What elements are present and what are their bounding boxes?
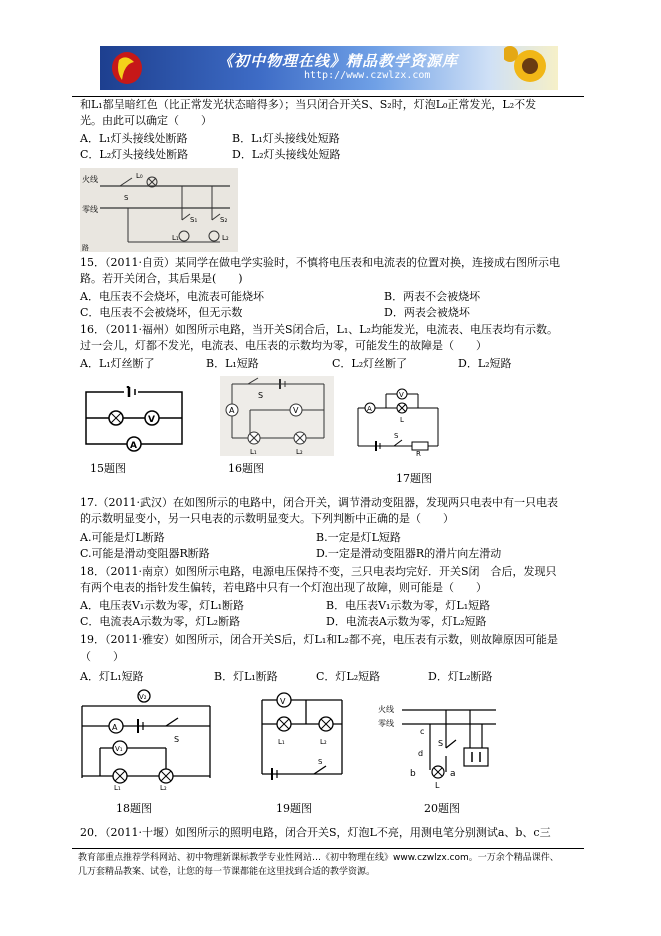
q16-option-b: B．L₁短路	[206, 357, 259, 370]
q16-text-line1: 16．（2011·福州）如图所示电路，当开关S闭合后，L₁、L₂均能发光，电流表、电压表均有示数。	[80, 323, 558, 336]
fig15-caption: 15题图	[90, 462, 126, 475]
svg-text:A: A	[229, 406, 235, 415]
q18-circuit-diagram	[76, 688, 216, 790]
q19-option-c: C．灯L₂短路	[316, 670, 381, 683]
fig17-caption: 17题图	[396, 472, 432, 485]
q14-option-c: C．L₂灯头接线处断路	[80, 148, 189, 161]
svg-text:L₁: L₁	[114, 784, 121, 790]
q15-option-a: A．电压表不会烧坏，电流表可能烧坏	[80, 290, 264, 303]
q16-figure	[220, 376, 334, 456]
svg-text:S₂: S₂	[220, 216, 228, 224]
svg-text:L₂: L₂	[296, 448, 303, 456]
header-banner	[100, 46, 558, 90]
fig16-caption: 16题图	[228, 462, 264, 475]
svg-text:L: L	[400, 416, 404, 424]
q17-text-line2: 的示数明显变小，另一只电表的示数明显变大。下列判断中正确的是（ ）	[80, 512, 454, 525]
q16-option-a: A．L₁灯丝断了	[80, 357, 155, 370]
svg-text:路: 路	[82, 244, 89, 252]
svg-text:a: a	[450, 769, 456, 779]
q17-option-c: C.可能是滑动变阻器R断路	[80, 547, 210, 560]
fig18-caption: 18题图	[116, 802, 152, 815]
footer-rule	[72, 848, 584, 849]
footer-line2: 几万套精品教案、试卷，让您的每一节课都能在这里找到合适的教学资源。	[78, 867, 376, 877]
q19-option-a: A．灯L₁短路	[80, 670, 144, 683]
q17-circuit-diagram	[354, 384, 444, 456]
svg-text:d: d	[418, 749, 424, 758]
svg-text:火线: 火线	[378, 705, 394, 714]
sunflower-icon	[504, 46, 552, 90]
svg-text:L₂: L₂	[160, 784, 167, 790]
svg-text:A: A	[130, 441, 137, 451]
q16-text-line2: 过一会儿，灯都不发光，电流表、电压表的示数均为零，可能发生的故障是（ ）	[80, 339, 487, 352]
header-rule	[72, 96, 584, 97]
q18-text-line2: 有两个电表的指针发生偏转，若电路中只有一个灯泡出现了故障，则可能是（ ）	[80, 581, 487, 594]
q19-circuit-diagram	[258, 688, 350, 784]
svg-text:L₀: L₀	[136, 172, 143, 180]
q15-option-c: C．电压表不会被烧坏，但无示数	[80, 306, 243, 319]
svg-text:A: A	[112, 723, 118, 732]
q19-text-line2: （ ）	[80, 650, 124, 663]
svg-text:V: V	[280, 697, 286, 706]
q14-option-d: D．L₂灯头接线处短路	[232, 148, 341, 161]
q14-text-line2: 光。由此可以确定（ ）	[80, 114, 212, 127]
header-url: http://www.czwlzx.com	[304, 70, 431, 81]
svg-text:L₁: L₁	[172, 234, 179, 242]
svg-text:V₁: V₁	[115, 745, 123, 753]
fig19-caption: 19题图	[276, 802, 312, 815]
q19-option-d: D．灯L₂断路	[428, 670, 493, 683]
q15-text-line1: 15．（2011·自贡）某同学在做电学实验时，不慎将电压表和电流表的位置对换，连接成右图所示电	[80, 256, 560, 269]
svg-text:A: A	[367, 405, 372, 413]
fig20-caption: 20题图	[424, 802, 460, 815]
q18-option-d: D．电流表A示数为零，灯L₂短路	[326, 615, 487, 628]
svg-text:c: c	[420, 727, 425, 736]
svg-text:L: L	[435, 781, 440, 790]
q17-text-line1: 17.（2011·武汉）在如图所示的电路中，闭合开关，调节滑动变阻器，发现两只电表中有一只电表	[80, 496, 558, 509]
svg-text:S: S	[258, 391, 264, 400]
q14-text-line1: 和L₁都呈暗红色（比正常发光状态暗得多）；当只闭合开关S、S₂时，灯泡L₀正常发光，L₂不发	[80, 98, 537, 111]
svg-text:b: b	[410, 769, 416, 779]
svg-text:R: R	[416, 450, 421, 456]
q16-option-c: C．L₂灯丝断了	[332, 357, 408, 370]
q20-text-line1: 20．（2011·十堰）如图所示的照明电路，闭合开关S，灯泡L不亮，用测电笔分别测试a、b、c三	[80, 826, 551, 839]
svg-text:零线: 零线	[82, 205, 98, 214]
svg-text:S: S	[394, 432, 399, 440]
q16-option-d: D．L₂短路	[458, 357, 512, 370]
svg-text:S: S	[124, 194, 129, 202]
q18-option-b: B．电压表V₁示数为零，灯L₁短路	[326, 599, 491, 612]
header-title: 《初中物理在线》精品教学资源库	[218, 52, 459, 70]
q15-option-d: D．两表会被烧坏	[384, 306, 470, 319]
svg-text:V: V	[148, 415, 155, 425]
svg-text:L₁: L₁	[250, 448, 257, 456]
svg-text:零线: 零线	[378, 719, 394, 728]
q14-figure	[80, 168, 238, 252]
svg-text:L₂: L₂	[320, 738, 327, 746]
q18-text-line1: 18．（2011·南京）如图所示电路，电源电压保持不变，三只电表均完好．开关S闭 合后，发现只	[80, 565, 557, 578]
q15-option-b: B．两表不会被烧坏	[384, 290, 481, 303]
q18-option-c: C．电流表A示数为零，灯L₂断路	[80, 615, 241, 628]
svg-text:火线: 火线	[82, 175, 98, 184]
q15-text-line2: 路。若开关闭合，其后果是( )	[80, 272, 243, 285]
q20-circuit-diagram	[376, 700, 500, 792]
q14-option-a: A．L₁灯头接线处断路	[80, 132, 188, 145]
svg-text:L₁: L₁	[278, 738, 285, 746]
q17-option-b: B.一定是灯L短路	[316, 531, 401, 544]
q14-option-b: B．L₁灯头接线处短路	[232, 132, 340, 145]
q19-text-line1: 19．（2011·雅安）如图所示，闭合开关S后，灯L₁和L₂都不亮，电压表有示数，则故障原因可能是	[80, 633, 558, 646]
q18-option-a: A．电压表V₁示数为零，灯L₁断路	[80, 599, 245, 612]
footer-line1: 教育部重点推荐学科网站、初中物理新课标教学专业性网站…《初中物理在线》www.czwlzx.com。一万余个精品课件、	[78, 853, 559, 863]
svg-text:S₁: S₁	[190, 216, 198, 224]
q19-option-b: B．灯L₁断路	[214, 670, 278, 683]
q14-circuit-diagram	[80, 168, 238, 252]
svg-text:V: V	[293, 406, 299, 415]
q15-circuit-diagram	[80, 382, 190, 454]
svg-text:V₂: V₂	[139, 693, 147, 701]
q17-option-a: A.可能是灯L断路	[80, 531, 165, 544]
q16-circuit-diagram	[220, 376, 334, 456]
site-logo-icon	[110, 50, 144, 86]
svg-text:S: S	[438, 739, 444, 748]
svg-text:S: S	[174, 735, 180, 744]
q17-option-d: D.一定是滑动变阻器R的滑片向左滑动	[316, 547, 502, 560]
svg-text:L₂: L₂	[222, 234, 229, 242]
svg-text:V: V	[399, 391, 404, 399]
svg-text:S: S	[318, 758, 323, 766]
